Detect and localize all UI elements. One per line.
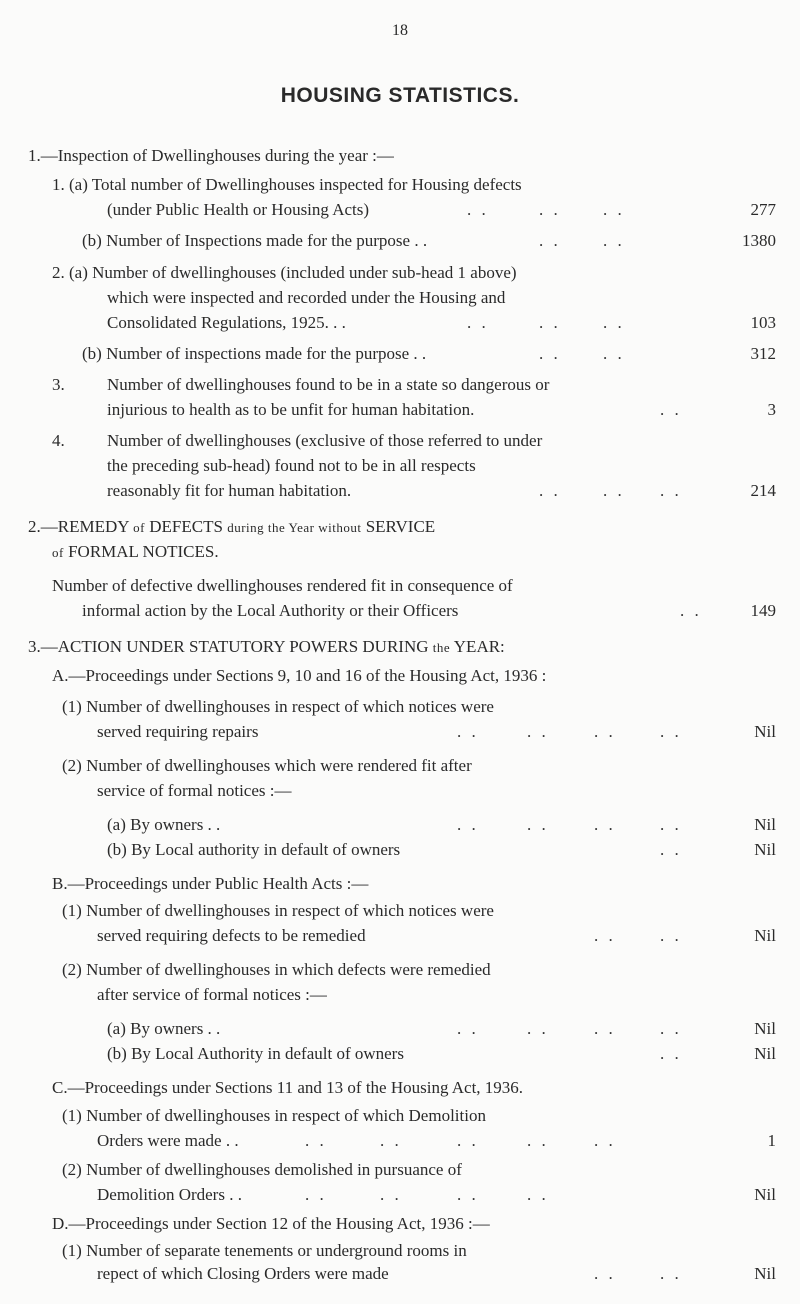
item-2a-text-cont: which were inspected and recorded under the Housing and [107, 288, 506, 307]
item-1b-text: (b) Number of Inspections made for the purpose . . [82, 231, 428, 250]
item-3-number: 3. [52, 375, 65, 394]
item-3-text-cont: injurious to health as to be unfit for human habitation. [107, 400, 475, 419]
leader-dots: . . [660, 1044, 682, 1063]
subsection-d-heading: D.—Proceedings under Section 12 of the Housing Act, 1936 :— [52, 1214, 490, 1233]
leader-dots: . . [539, 344, 561, 363]
item-2a-text-cont: Consolidated Regulations, 1925. . . [107, 313, 346, 332]
leader-dots: . . [660, 815, 682, 834]
item-b2b-value: Nil [754, 1044, 776, 1063]
leader-dots: . . [660, 1264, 682, 1283]
section-2-heading-cont [52, 542, 219, 563]
item-c1-text: (1) Number of dwellinghouses in respect of which Demolition [62, 1106, 486, 1125]
leader-dots: . . [380, 1185, 402, 1204]
item-3-value: 3 [767, 400, 776, 419]
item-4-value: 214 [750, 481, 776, 500]
leader-dots: . . [660, 481, 682, 500]
item-c2-value: Nil [754, 1185, 776, 1204]
item-b2b-text: (b) By Local Authority in default of owners [107, 1044, 404, 1063]
leader-dots: . . [457, 722, 479, 741]
leader-dots: . . [680, 601, 702, 620]
leader-dots: . . [660, 722, 682, 741]
leader-dots: . . [527, 1185, 549, 1204]
leader-dots: . . [305, 1131, 327, 1150]
leader-dots: . . [660, 400, 682, 419]
item-c2-text-cont: Demolition Orders . . [97, 1185, 242, 1204]
item-c1-value: 1 [767, 1131, 776, 1150]
item-a1-text: (1) Number of dwellinghouses in respect of which notices were [62, 697, 494, 716]
section-3-heading [28, 637, 505, 658]
item-b2a-value: Nil [754, 1019, 776, 1038]
leader-dots: . . [467, 313, 489, 332]
leader-dots: . . [457, 1131, 479, 1150]
leader-dots: . . [539, 200, 561, 219]
item-b1-text: (1) Number of dwellinghouses in respect of which notices were [62, 901, 494, 920]
leader-dots: . . [527, 1019, 549, 1038]
leader-dots: . . [594, 926, 616, 945]
item-a2b-text: (b) By Local authority in default of owners [107, 840, 401, 859]
subsection-b-heading: B.—Proceedings under Public Health Acts :— [52, 874, 369, 893]
section-2-heading-part: FORMAL NOTICES. [68, 542, 219, 561]
item-d1-value: Nil [754, 1264, 776, 1283]
leader-dots: . . [457, 1019, 479, 1038]
leader-dots: . . [603, 344, 625, 363]
item-2a-value: 103 [750, 313, 776, 332]
section-2-heading-part: 2.—REMEDY [28, 517, 129, 536]
section-3-heading-part: the [432, 640, 451, 655]
leader-dots: . . [594, 815, 616, 834]
item-d1-text: (1) Number of separate tenements or underground rooms in [62, 1241, 467, 1260]
item-a2-text: (2) Number of dwellinghouses which were rendered fit after [62, 756, 472, 775]
item-c2-text: (2) Number of dwellinghouses demolished in pursuance of [62, 1160, 462, 1179]
item-b2-text: (2) Number of dwellinghouses in which defects were remedied [62, 960, 491, 979]
section-2-heading-part: during the Year without [227, 520, 362, 535]
leader-dots: . . [539, 313, 561, 332]
leader-dots: . . [457, 815, 479, 834]
leader-dots: . . [660, 840, 682, 859]
leader-dots: . . [594, 1264, 616, 1283]
leader-dots: . . [603, 481, 625, 500]
section-3-heading-part: YEAR: [453, 637, 505, 656]
item-a2-text-cont: service of formal notices :— [97, 781, 292, 800]
section-2-heading-part: SERVICE [365, 517, 436, 536]
leader-dots: . . [594, 1131, 616, 1150]
section-2-text: Number of defective dwellinghouses rendered fit in consequence of [52, 576, 513, 595]
item-2a-text: 2. (a) Number of dwellinghouses (included under sub-head 1 above) [52, 263, 517, 282]
leader-dots: . . [467, 200, 489, 219]
item-a1-value: Nil [754, 722, 776, 741]
subsection-c-heading: C.—Proceedings under Sections 11 and 13 of the Housing Act, 1936. [52, 1078, 524, 1097]
item-b1-text-cont: served requiring defects to be remedied [97, 926, 366, 945]
item-a1-text-cont: served requiring repairs [97, 722, 259, 741]
section-3-heading-part: 3.—ACTION UNDER STATUTORY POWERS DURING [28, 637, 429, 656]
item-b1-value: Nil [754, 926, 776, 945]
item-c1-text-cont: Orders were made . . [97, 1131, 239, 1150]
section-2-text-cont: informal action by the Local Authority or their Officers [82, 601, 459, 620]
item-2b-text: (b) Number of inspections made for the purpose . . [82, 344, 427, 363]
item-3-text: Number of dwellinghouses found to be in a state so dangerous or [107, 375, 550, 394]
page-title: HOUSING STATISTICS. [280, 84, 520, 107]
leader-dots: . . [527, 722, 549, 741]
leader-dots: . . [527, 1131, 549, 1150]
leader-dots: . . [527, 815, 549, 834]
section-2-heading-part: of [52, 545, 64, 560]
item-4-text: Number of dwellinghouses (exclusive of those referred to under [107, 431, 543, 450]
item-a2b-value: Nil [754, 840, 776, 859]
item-b2-text-cont: after service of formal notices :— [97, 985, 327, 1004]
item-4-text-cont: reasonably fit for human habitation. [107, 481, 352, 500]
item-2b-value: 312 [750, 344, 776, 363]
item-a2a-value: Nil [754, 815, 776, 834]
item-1b-value: 1380 [742, 231, 776, 250]
item-b2a-text: (a) By owners . . [107, 1019, 221, 1038]
item-4-number: 4. [52, 431, 65, 450]
item-a2a-text: (a) By owners . . [107, 815, 221, 834]
leader-dots: . . [539, 231, 561, 250]
leader-dots: . . [594, 722, 616, 741]
leader-dots: . . [660, 926, 682, 945]
section-2-value: 149 [750, 601, 776, 620]
leader-dots: . . [539, 481, 561, 500]
leader-dots: . . [457, 1185, 479, 1204]
section-2-heading-part: of [133, 520, 145, 535]
page-number: 18 [392, 22, 408, 39]
section-1-heading: 1.—Inspection of Dwellinghouses during the year :— [28, 146, 394, 165]
leader-dots: . . [603, 313, 625, 332]
leader-dots: . . [603, 200, 625, 219]
item-1a-text-cont: (under Public Health or Housing Acts) [107, 200, 370, 219]
leader-dots: . . [305, 1185, 327, 1204]
subsection-a-heading: A.—Proceedings under Sections 9, 10 and 16 of the Housing Act, 1936 : [52, 666, 547, 685]
leader-dots: . . [660, 1019, 682, 1038]
leader-dots: . . [603, 231, 625, 250]
leader-dots: . . [380, 1131, 402, 1150]
item-1a-text: 1. (a) Total number of Dwellinghouses inspected for Housing defects [52, 175, 522, 194]
section-2-heading [28, 517, 435, 538]
section-2-heading-part: DEFECTS [149, 517, 223, 536]
item-4-text-cont: the preceding sub-head) found not to be in all respects [107, 456, 476, 475]
item-1a-value: 277 [750, 200, 776, 219]
leader-dots: . . [594, 1019, 616, 1038]
item-d1-text-cont: repect of which Closing Orders were made [97, 1264, 389, 1283]
